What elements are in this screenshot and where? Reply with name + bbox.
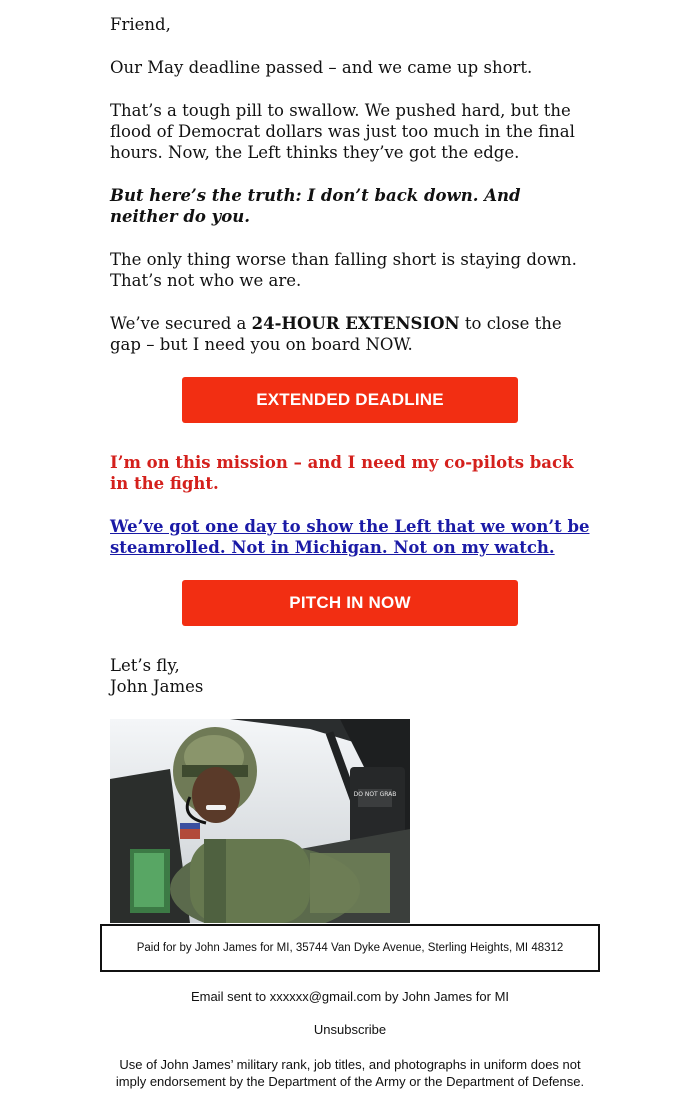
greeting: Friend,: [110, 15, 171, 34]
one-day-link[interactable]: We’ve got one day to show the Left that we won’t be steamrolled. Not in Michigan. Not on my watch.: [110, 517, 590, 557]
email-footer: [0, 924, 700, 1090]
paid-for-text: Paid for by John James for MI, 35744 Van Dyke Avenue, Sterling Heights, MI 48312: [136, 942, 564, 954]
paragraph-deadline: Our May deadline passed – and we came up short.: [110, 58, 533, 77]
sticker-text: DO NOT GRAB: [353, 791, 397, 798]
paragraph-truth: But here’s the truth: I don’t back down. And neither do you.: [110, 186, 521, 226]
extension-text-post: to close the gap – but I need you on board NOW.: [110, 314, 562, 354]
paragraph-tough-pill: That’s a tough pill to swallow. We pushed hard, but the flood of Democrat dollars was just too much in the final hours. Now, the Left thinks they’ve got the edge.: [110, 101, 575, 162]
do-not-grab-sticker: [354, 791, 397, 798]
paragraph-link: [110, 516, 590, 558]
email-body: [110, 14, 590, 923]
signoff: Let’s fly,: [110, 656, 180, 675]
unsubscribe-link[interactable]: Unsubscribe: [313, 1022, 387, 1037]
signature: John James: [110, 677, 204, 696]
extension-text-pre: We’ve secured a: [110, 314, 252, 333]
pilot-cockpit-photo: [110, 719, 410, 923]
paid-for-disclaimer-box: [100, 924, 600, 972]
military-disclaimer: Use of John James’ military rank, job titles, and photographs in uniform does not imply endorsement by the Department of the Army or the Department of Defense.: [115, 1057, 585, 1089]
paragraph-extension: [110, 313, 590, 355]
pitch-in-now-button[interactable]: PITCH IN NOW: [182, 580, 518, 626]
extended-deadline-button[interactable]: EXTENDED DEADLINE: [182, 377, 518, 423]
email-sent-to: Email sent to xxxxxx@gmail.com by John James for MI: [190, 989, 510, 1004]
extension-highlight: 24-HOUR EXTENSION: [251, 314, 460, 333]
signoff-block: [110, 655, 590, 697]
paragraph-mission: I’m on this mission – and I need my co-pilots back in the fight.: [110, 453, 574, 493]
paragraph-staying-down: The only thing worse than falling short is staying down. That’s not who we are.: [110, 250, 577, 290]
pilot-photo-illustration: [110, 719, 410, 923]
